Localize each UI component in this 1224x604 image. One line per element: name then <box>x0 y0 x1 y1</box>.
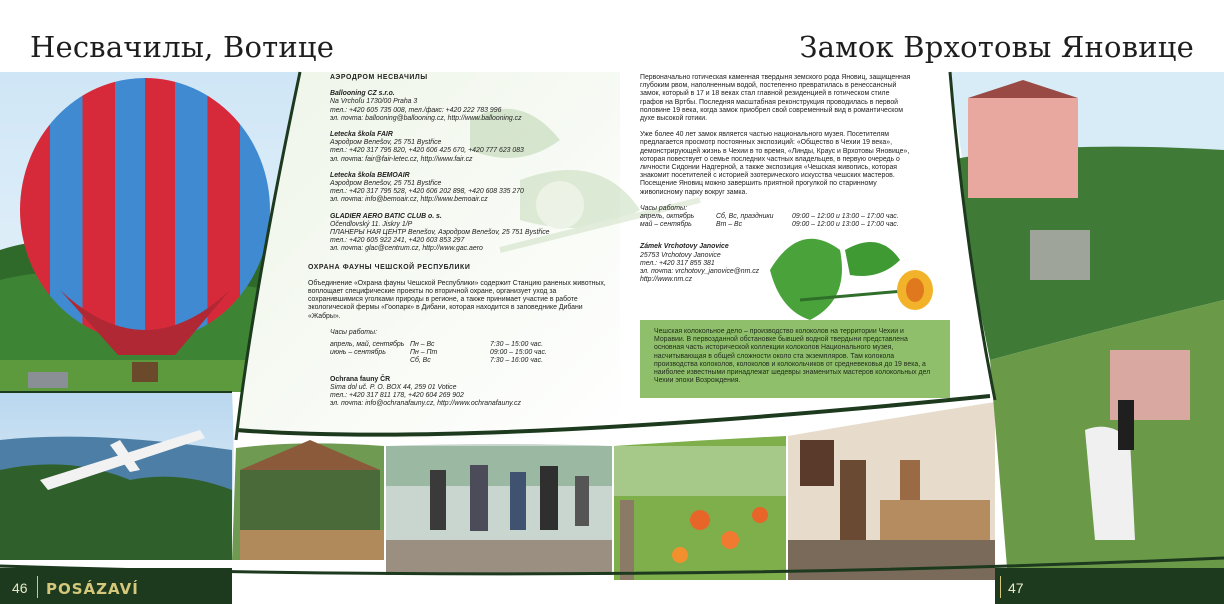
hours-label: Часы работы: <box>330 328 377 336</box>
castle-history-text: Первоначально готическая каменная твердыня земского рода Яновиц, защищенная глубоким рвом, наполненным водой, постепенно превратилась в ренессансный замок, который в 17 и 18 веках стал главной резиденцией в готическом стиле графов на Вртбы. Последняя масштабная реконструкция проводилась в первой половине 19 века, когда замок приобрел свой современный вид в романтическом духе высокой готики. <box>640 74 911 123</box>
hours-cell: Пн – Вс <box>410 341 435 349</box>
opening-hours-table <box>308 341 608 366</box>
contact-line: эл. почта: ballooning@ballooning.cz, http://www.ballooning.cz <box>330 114 522 122</box>
contact-line: http://www.nm.cz <box>640 276 693 284</box>
contact-line: Аэродром Benešov, 25 751 Bystřice <box>330 180 442 188</box>
contact-entry <box>330 213 608 254</box>
flower-garden-photo <box>614 436 786 580</box>
contact-entries <box>308 90 608 253</box>
contact-line: Аэродром Benešov, 25 751 Bystřice <box>330 139 442 147</box>
hours-cell: 7:30 – 15:00 час. <box>490 341 543 349</box>
castle-hours-table <box>640 213 912 229</box>
contact-line: эл. почта: info@bemoair.cz, http://www.bemoair.cz <box>330 196 488 204</box>
hours-cell: Вт – Вс <box>716 221 743 229</box>
hours-cell: 09:00 – 15:00 час. <box>490 349 547 357</box>
contact-line: тел.: +420 317 855 381 <box>640 259 715 267</box>
contact-line: Na Vrchoľu 1730/00 Praha 3 <box>330 98 418 106</box>
contact-line: тел.: +420 605 735 008, тел./факс: +420 222 783 996 <box>330 106 502 114</box>
castle-interior-photo <box>788 402 995 580</box>
contact-line: эл. почта: fair@fair-letec.cz, http://www.fair.cz <box>330 155 473 163</box>
contact-line: тел.: +420 317 795 820, +420 606 425 670, +420 777 623 083 <box>330 147 524 155</box>
airfield-heading: АЭРОДРОМ НЕСВАЧИЛЫ <box>330 74 428 81</box>
fauna-heading: ОХРАНА ФАУНЫ ЧЕШСКОЙ РЕСПУБЛИКИ <box>308 263 471 271</box>
contact-line: эл. почта: vrchotovy_janovice@nm.cz <box>640 268 760 276</box>
right-page-title: Замок Врхотовы Яновице <box>799 30 1194 64</box>
castle-hours-label: Часы работы: <box>640 204 687 212</box>
contact-entry <box>330 90 608 123</box>
hours-cell <box>330 357 410 365</box>
bell-exhibition-box <box>640 320 950 398</box>
bell-exhibition-text: Чешская колокольное дело – производство колоколов на территории Чехии и Моравии. В первозданной обстановке бывшей водной твердыни представлена основная часть исторической коллекции колоколов Национального музея, насчитывающая в общей сложности около ста экземпляров. Там колокола производства колоколов, колоколов и колокольчиков от средневековья до 19 века, а наиболее известными принадлежат шедевры знаменитых мастеров колокольных дел Чехии эпохи Возрождения. <box>654 328 931 385</box>
contact-line: эл. почта: info@ochranafauny.cz, http://www.ochranafauny.cz <box>330 400 521 408</box>
contact-name: Ballooning CZ s.r.o. <box>330 90 395 98</box>
left-page-number: 46 <box>12 580 28 596</box>
footer-divider-right <box>1000 576 1001 598</box>
hours-cell: апрель, октябрь <box>640 213 695 221</box>
contact-line: тел.: +420 317 811 178, +420 604 269 902 <box>330 392 464 400</box>
hours-cell: апрель, май, сентябрь <box>330 341 405 349</box>
left-page-title: Несвачилы, Вотице <box>30 30 335 64</box>
airplane-photo <box>0 392 234 560</box>
castle-museum-text: Уже более 40 лет замок является частью национального музея. Посетителям предлагается просмотр постоянных экспозиций: «Общество в Чехии 19 века», демонстрирующей жизнь в Чехии в то время, «Линды, Краус и Врхотовы Яновице», которая повествует о семье последних частных владельцев, в первую очередь о личности Сидонии Надгерной, а также экспозиция «Чешская живопись, которая знакомит посетителей с историей эзотерического искусства чешских мастеров. Посещение Яновиц можно завершить приятной прогулкой по старинному живописному парку вокруг замка. <box>640 131 910 196</box>
right-page-number: 47 <box>1008 580 1024 596</box>
contact-line: эл. почта: glac@centrum.cz, http://www.gac.aero <box>330 245 483 253</box>
fauna-text: Объединение «Охрана фауны Чешской Республики» содержит Станцию раненых животных, воплощает специфические проекты по вторичной охране, организует уход за сохранившимися уголками природы в регионе, а также принимает участие в работе экологической фермы «Гоопарк» в Дибани, которая находится в заповеднике Дибани «Жабры». <box>308 279 606 320</box>
brand-logo: POSÁZAVÍ <box>46 580 139 598</box>
right-text-column <box>640 74 912 284</box>
hours-cell: 7:30 – 16:00 час. <box>490 357 543 365</box>
castle-contact <box>640 252 912 285</box>
contact-entry <box>330 172 608 205</box>
footer-divider <box>37 576 38 598</box>
contact-line: Očendlovský 11. Jiskry 1/P <box>330 220 413 228</box>
contact-name: GLADIER AERO BATIC CLUB o. s. <box>330 212 442 220</box>
contact-line: Sima dol uč. P. O. BOX 44, 259 01 Votice <box>330 383 457 391</box>
left-text-column <box>308 74 608 409</box>
hours-cell: Сб, Вс, праздники <box>716 213 774 221</box>
contact-name: Letecka škola BEMOAIR <box>330 171 410 179</box>
contact-name: Letecka škola FAIR <box>330 131 393 139</box>
contact-line: 25753 Vrchotovy Janovice <box>640 251 721 259</box>
castle-contact-name: Zámek Vrchotovy Janovice <box>640 243 729 251</box>
contact-line: тел.: +420 317 795 528, +420 606 202 898, +420 608 335 270 <box>330 188 524 196</box>
group-photo <box>386 444 612 575</box>
aviary-photo <box>232 440 384 560</box>
contact-entry <box>330 131 608 164</box>
org-contact <box>308 384 608 409</box>
contact-line: ПЛАНЕРЫ НАЯ ЦЕНТР Benešov, Аэродром Benešov, 25 751 Bystřice <box>330 229 550 237</box>
org-name: Ochrana fauny ČR <box>330 375 391 383</box>
hours-cell: Пн – Пт <box>410 349 438 357</box>
hours-cell: 09:00 – 12:00 и 13:00 – 17:00 час. <box>792 213 899 221</box>
footer-bar-right <box>995 568 1224 604</box>
contact-line: тел.: +420 605 922 241, +420 603 853 297 <box>330 237 465 245</box>
hours-cell: 09:00 – 12:00 и 13:00 – 17:00 час. <box>792 221 899 229</box>
hours-cell: июнь – сентябрь <box>330 349 386 357</box>
hours-cell: май – сентябрь <box>640 221 692 229</box>
hours-cell: Сб, Вс <box>410 357 431 365</box>
